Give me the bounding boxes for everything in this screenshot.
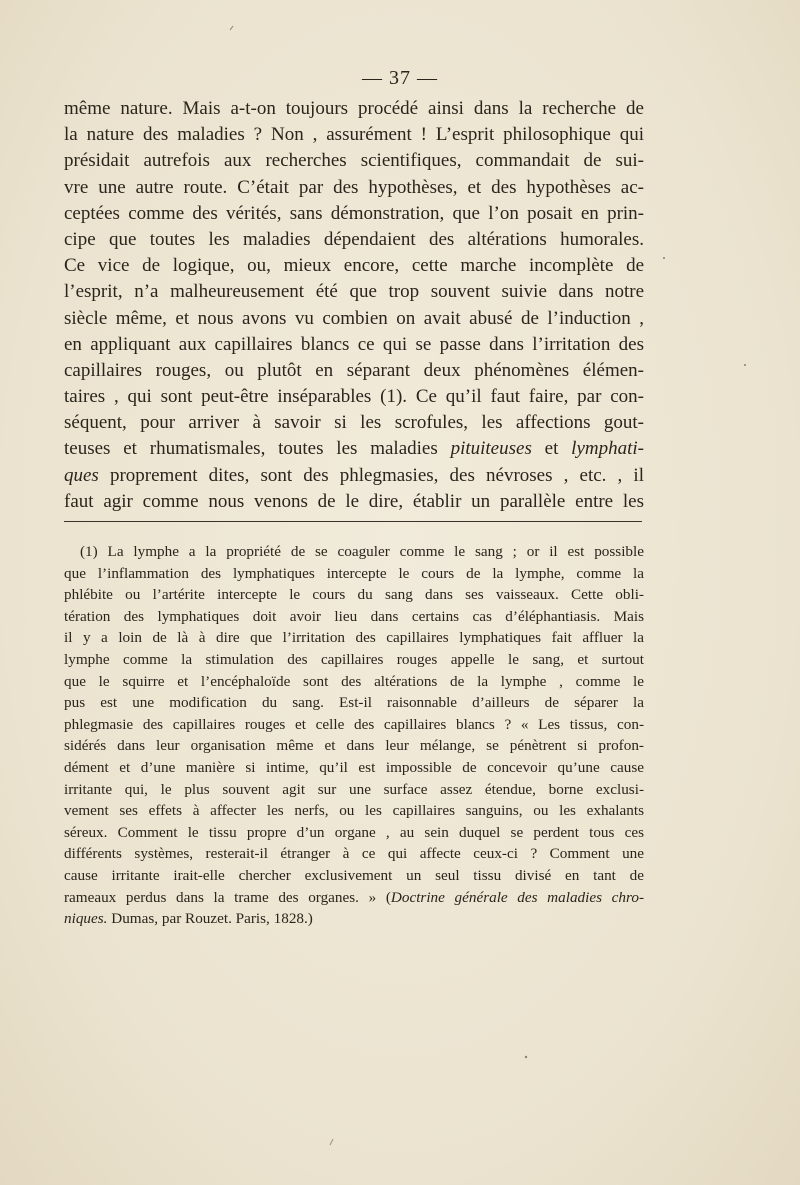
text-run: siècle même, et nous avons vu combien on avait abusé de l’induction , (64, 307, 644, 329)
footnote-line (64, 584, 644, 606)
footnote-line (64, 822, 644, 844)
text-run: Ce vice de logique, ou, mieux encore, cette marche incomplète de (64, 255, 644, 277)
text-run: que le squirre et l’encéphaloïde sont des altérations de la lymphe , comme le (64, 672, 644, 690)
text-run: pus est une modification du sang. Est-il raisonnable d’ailleurs de séparer la (64, 694, 644, 712)
text-run: sidérés dans leur organisation même et dans leur mélange, se pénètrent si profon- (64, 737, 644, 755)
main-text-block (64, 96, 644, 515)
main-text-line (64, 358, 644, 384)
text-run: en appliquant aux capillaires blancs ce qui se passe dans l’irritation des (64, 333, 644, 355)
page-number: — 37 — (362, 67, 438, 89)
text-run: teuses et rhumatismales, toutes les maladies (64, 438, 451, 460)
text-run: cause irritante irait-elle chercher exclusivement un seul tissu divisé en tant de (64, 866, 644, 884)
text-run: phlébite ou l’artérite intercepte le cours du sang dans ses vaisseaux. Cette obli- (64, 586, 644, 604)
main-text-line (64, 96, 644, 122)
text-run: vre une autre route. C’était par des hypothèses, et des hypothèses ac- (64, 176, 644, 198)
main-text-line (64, 463, 644, 489)
text-run: que l’inflammation des lymphatiques intercepte le cours de la lymphe, comme la (64, 564, 644, 582)
main-text-line (64, 436, 644, 462)
footnote-line (64, 865, 644, 887)
italic-text-run: niques. (64, 910, 108, 928)
main-text-line (64, 253, 644, 279)
main-text-line (64, 410, 644, 436)
footnote-line (64, 887, 644, 909)
text-run: présidait autrefois aux recherches scientifiques, commandait de sui- (64, 150, 644, 172)
text-run: faut agir comme nous venons de le dire, établir un parallèle entre les (64, 490, 644, 512)
main-text-line (64, 122, 644, 148)
text-run: cipe que toutes les maladies dépendaient des altérations humorales. (64, 228, 644, 250)
text-run: irritante qui, le plus souvent agit sur une surface assez étendue, borne exclusi- (64, 780, 644, 798)
footnote-line (64, 843, 644, 865)
main-text-line (64, 384, 644, 410)
footnote-line (64, 627, 644, 649)
footnote-line (64, 757, 644, 779)
footnote-line (64, 692, 644, 714)
text-run: même nature. Mais a-t-on toujours procédé ainsi dans la recherche de (64, 98, 644, 119)
text-run: taires , qui sont peut-être inséparables (1). Ce qu’il faut faire, par con- (64, 386, 644, 408)
footnote-line (64, 541, 644, 563)
text-run: dément et d’une manière si intime, qu’il est impossible de concevoir qu’une cause (64, 758, 644, 776)
text-run: tération des lymphatiques doit avoir lieu dans certains cas d’éléphantiasis. Mais (64, 607, 644, 625)
footnote-line (64, 800, 644, 822)
text-run: vement ses effets à affecter les nerfs, ou les capillaires sanguins, ou les exhalants (64, 802, 644, 820)
main-text-line (64, 201, 644, 227)
text-run: Dumas, par Rouzet. Paris, 1828.) (107, 910, 313, 928)
text-run: séreux. Comment le tissu propre d’un organe , au sein duquel se perdent tous ces (64, 823, 644, 841)
footnote-block (64, 541, 644, 930)
footnote-line (64, 908, 644, 930)
main-text-line (64, 279, 644, 305)
text-run: proprement dites, sont des phlegmasies, des névroses , etc. , il (98, 464, 644, 486)
main-text-line (64, 175, 644, 201)
footnote-line (64, 735, 644, 757)
italic-text-run: pituiteuses (450, 438, 532, 460)
footnote-line (64, 714, 644, 736)
text-run: séquent, pour arriver à savoir si les scrofules, les affections gout- (64, 412, 644, 434)
text-run: (1) La lymphe a la propriété de se coaguler comme le sang ; or il est possible (80, 543, 644, 560)
footnote-line (64, 649, 644, 671)
text-run: ceptées comme des vérités, sans démonstration, que l’on posait en prin- (64, 202, 644, 224)
text-run: il y a loin de là à dire que l’irritation des capillaires lymphatiques fait affluer la (64, 629, 644, 647)
footnote-line (64, 606, 644, 628)
main-text-line (64, 227, 644, 253)
text-run: phlegmasie des capillaires rouges et celle des capillaires blancs ? « Les tissus, con- (64, 715, 644, 733)
text-run: capillaires rouges, ou plutôt en séparant deux phénomènes élémen- (64, 359, 644, 381)
main-text-line (64, 148, 644, 174)
text-run: différents systèmes, resterait-il étranger à ce qui affecte ceux-ci ? Comment une (64, 845, 644, 863)
footnote-separator-rule (64, 521, 642, 522)
italic-text-run: lymphati- (571, 438, 644, 460)
footnote-line (64, 671, 644, 693)
main-text-line (64, 306, 644, 332)
main-text-line (64, 332, 644, 358)
footnote-line (64, 779, 644, 801)
text-run: lymphe comme la stimulation des capillaires rouges appelle le sang, et surtout (64, 650, 644, 668)
text-run: rameaux perdus dans la trame des organes. » ( (64, 888, 391, 906)
text-run: et (531, 438, 572, 460)
italic-text-run: ques (64, 464, 99, 486)
text-run: l’esprit, n’a malheureusement été que trop souvent suivie dans notre (64, 281, 644, 303)
italic-text-run: Doctrine générale des maladies chro- (390, 888, 644, 906)
main-text-line (64, 489, 644, 515)
text-run: la nature des maladies ? Non , assurément ! L’esprit philosophique qui (64, 124, 644, 146)
footnote-line (64, 563, 644, 585)
